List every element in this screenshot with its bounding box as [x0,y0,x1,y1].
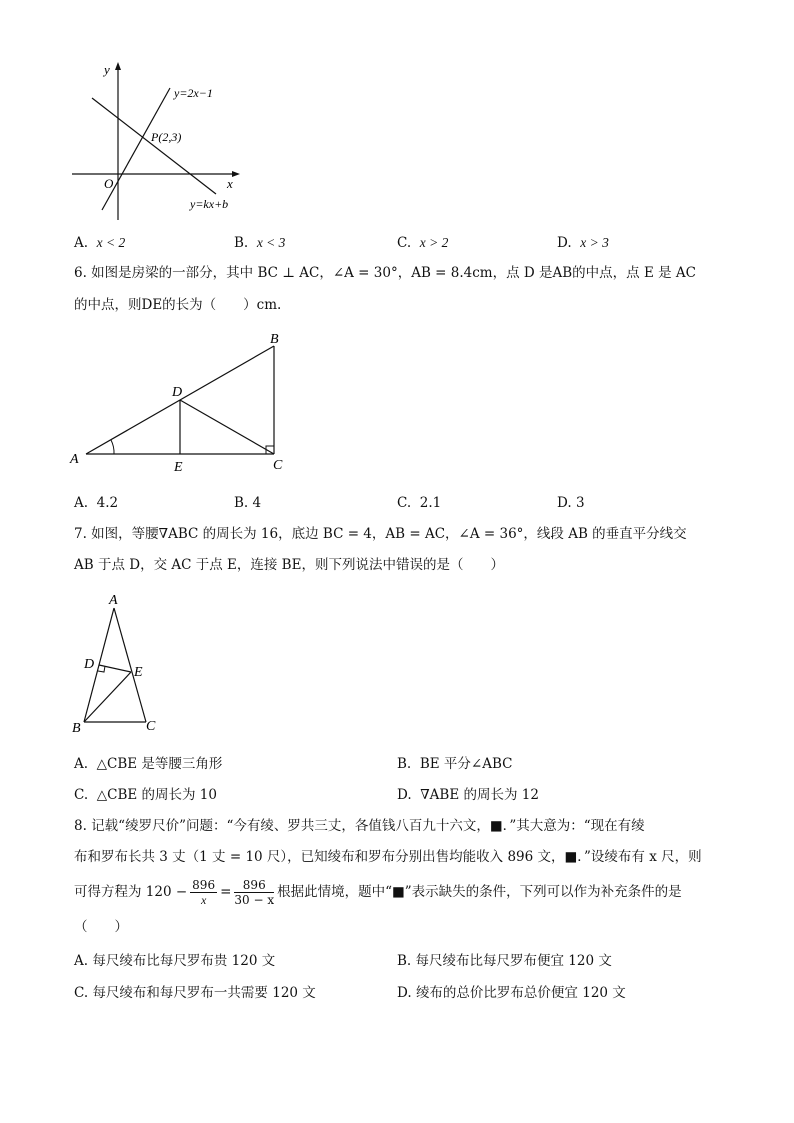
fraction-1-denominator: x [200,892,207,907]
q8-option-c[interactable]: C. 每尺绫布和每尺罗布一共需要 120 文 [74,985,316,1001]
fraction-2-numerator: 896 [234,878,274,893]
origin-label: O [104,176,114,191]
label-b: B [72,721,81,736]
angle-a-arc [111,440,114,454]
q6-option-b[interactable]: B. 4 [234,495,262,511]
label-c: C [146,719,156,734]
q6-stem-line1: 6. 如图是房梁的一部分，其中 BC ⊥ AC，∠A = 30°，AB = 8.4cm，点 D 是AB的中点，点 E 是 AC [74,265,696,281]
q6-option-d[interactable]: D. 3 [557,495,585,511]
q7-stem-line2: AB 于点 D，交 AC 于点 E，连接 BE，则下列说法中错误的是（ ） [74,557,504,573]
label-e: E [174,460,183,475]
eq-prefix: 可得方程为 120 − [74,884,188,900]
fraction-1 [190,878,217,907]
label-a: A [70,452,79,467]
fraction-1-numerator: 896 [192,877,216,892]
line-y-2x-1 [102,88,170,210]
q6-stem-line2: 的中点，则DE的长为（ ）cm. [74,297,282,313]
label-d: D [172,385,183,400]
x-axis-arrow [232,171,240,177]
line1-label: y=2x−1 [174,86,213,100]
label-b: B [270,332,279,347]
q8-stem-line2: 布和罗布长共 3 丈（1 丈 = 10 尺），已知绫布和罗布分别出售均能收入 896 文，■．”设绫布有 x 尺，则 [74,849,702,865]
label-d: D [84,657,95,672]
y-axis-label: y [104,62,110,77]
q7-option-c[interactable]: C. △CBE 的周长为 10 [74,787,217,803]
q5-option-a[interactable]: A. x < 2 [74,235,126,251]
fraction-2 [234,878,274,907]
eq-equals: = [220,884,232,900]
label-c: C [273,458,283,473]
label-a: A [109,593,118,608]
point-p-label: P(2,3) [151,130,182,144]
segment-dc [180,400,274,454]
q6-option-c[interactable]: C. 2.1 [397,495,442,511]
label-e: E [134,665,143,680]
q8-stem-line1: 8. 记载“绫罗尺价”问题：“今有绫、罗共三丈，各值钱八百九十六文，■．”其大意为：“现在有绫 [74,818,645,834]
q7-option-b[interactable]: B. BE 平分∠ABC [397,756,513,772]
q7-figure [70,588,170,736]
q5-option-b[interactable]: B. x < 3 [234,235,286,251]
q5-coordinate-graph [70,60,250,225]
q5-option-c[interactable]: C. x > 2 [397,235,449,251]
line2-label: y=kx+b [190,197,229,211]
q8-option-d[interactable]: D. 绫布的总价比罗布总价便宜 120 文 [397,985,626,1001]
q8-option-b[interactable]: B. 每尺绫布比每尺罗布便宜 120 文 [397,953,612,969]
q6-option-a[interactable]: A. 4.2 [74,495,119,511]
y-axis-arrow [115,62,121,70]
q8-equation-line [74,874,682,910]
q7-option-a[interactable]: A. △CBE 是等腰三角形 [74,756,223,772]
q6-figure [66,330,296,475]
q7-option-d[interactable]: D. ∇ABE 的周长为 12 [397,787,539,803]
eq-suffix: 根据此情境，题中“■”表示缺失的条件，下列可以作为补充条件的是 [277,884,682,900]
q5-option-d[interactable]: D. x > 3 [557,235,609,251]
fraction-2-denominator: 30 − x [234,892,275,907]
x-axis-label: x [227,176,233,191]
q7-stem-line1: 7. 如图，等腰∇ABC 的周长为 16，底边 BC = 4，AB = AC，∠A = 36°，线段 AB 的垂直平分线交 [74,526,687,542]
q8-option-a[interactable]: A. 每尺绫布比每尺罗布贵 120 文 [74,953,276,969]
q8-answer-paren: （ ） [74,919,128,935]
